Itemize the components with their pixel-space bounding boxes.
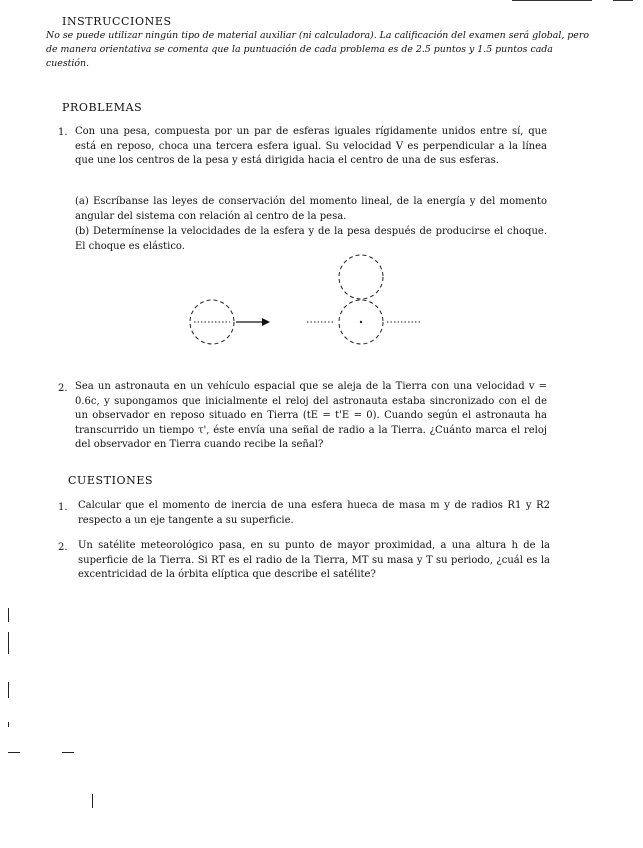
velocity-arrow [236, 318, 270, 326]
problem-2-number: 2. [58, 383, 68, 394]
problem-1-text: Con una pesa, compuesta por un par de esferas iguales rígidamente unidos entre sí, que está en reposo, choca una tercera esfera igual. Su velocidad V es perpendicular a la línea que une los centros de la pesa y está dirigida hacia el centro de una de sus esferas. [75, 126, 547, 166]
problem-1-part-b: (b) Determínense la velocidades de la esfera y de la pesa después de producirse el choque. El choque es elástico. [75, 226, 547, 252]
margin-mark [8, 682, 9, 698]
moving-sphere [190, 300, 234, 344]
instructions-heading: INSTRUCCIONES [62, 15, 172, 28]
margin-mark [92, 794, 93, 808]
top-rule [512, 0, 592, 1]
problems-heading: PROBLEMAS [62, 101, 143, 114]
question-2-text: Un satélite meteorológico pasa, en su punto de mayor proximidad, a una altura h de la superficie de la Tierra. Si RT es el radio de la Tierra, MT su masa y T su periodo, ¿cuál es la excentricidad de la órbita elíptica que describe el satélite? [78, 540, 550, 580]
margin-mark [8, 608, 9, 622]
problem-2-text: Sea un astronauta en un vehículo espacial que se aleja de la Tierra con una velocidad v = 0.6c, y supongamos que inicialmente el reloj del astronauta estaba sincronizado con el de un observador en reposo situado en Tierra (tE = t'E = 0). Cuando según el astronauta ha transcurrido un tiempo τ', éste envía una señal de radio a la Tierra. ¿Cuánto marca el reloj del observador en Tierra cuando recibe la señal? [75, 381, 547, 450]
question-2-number: 2. [58, 542, 68, 553]
top-rule-short [613, 0, 633, 1]
margin-dash [8, 752, 20, 753]
problem-1-part-a: (a) Escríbanse las leyes de conservación del momento lineal, de la energía y del momento angular del sistema con relación al centro de la pesa. [75, 196, 547, 222]
dumbbell-top-sphere [339, 255, 383, 299]
collision-figure [180, 245, 450, 360]
margin-mark [8, 632, 9, 654]
question-1-number: 1. [58, 502, 68, 513]
question-1-text: Calcular que el momento de inercia de una esfera hueca de masa m y de radios R1 y R2 respecto a un eje tangente a su superficie. [78, 500, 550, 526]
margin-dash [62, 752, 74, 753]
problem-1-number: 1. [58, 127, 68, 138]
instructions-text: No se puede utilizar ningún tipo de material auxiliar (ni calculadora). La calificación del examen será global, pero de manera orientativa se comenta que la puntuación de cada problema es de 2.5 puntos y 1.5 puntos cada cuestión. [46, 30, 589, 69]
margin-mark [8, 722, 9, 727]
dumbbell-bottom-sphere [307, 300, 420, 344]
questions-heading: CUESTIONES [68, 474, 154, 487]
